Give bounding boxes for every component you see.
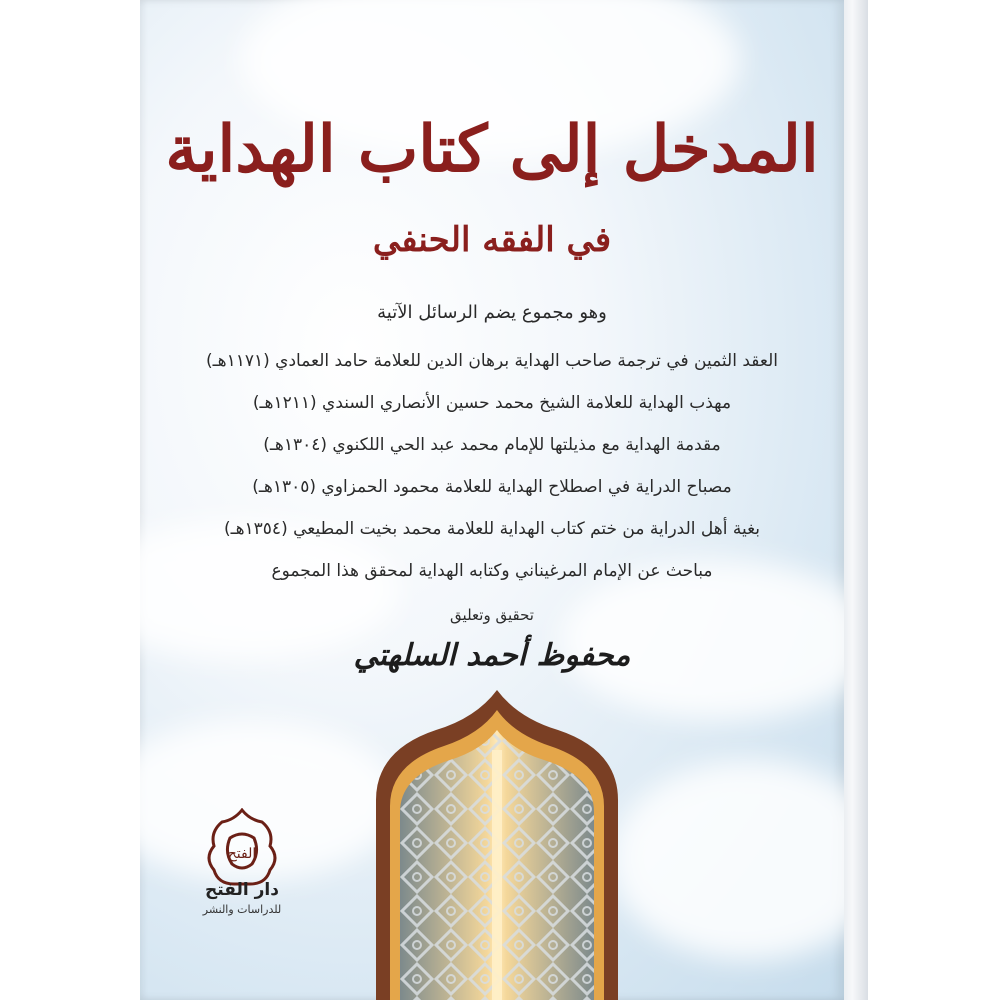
book-title: المدخل إلى كتاب الهداية bbox=[165, 112, 819, 187]
work-item: بغية أهل الدراية من ختم كتاب الهداية للعلامة محمد بخيت المطيعي (١٣٥٤هـ) bbox=[223, 519, 761, 539]
logo-text: الفتح bbox=[227, 846, 257, 862]
work-item: مقدمة الهداية مع مذيلتها للإمام محمد عبد الحي اللكنوي (١٣٠٤هـ) bbox=[263, 435, 721, 455]
cloud bbox=[610, 760, 844, 960]
editor-name: محفوظ أحمد السلهتي bbox=[353, 638, 631, 673]
work-item: مهذب الهداية للعلامة الشيخ محمد حسين الأنصاري السندي (١٢١١هـ) bbox=[252, 393, 732, 413]
work-item: مصباح الدراية في اصطلاح الهداية للعلامة محمود الحمزاوي (١٣٠٥هـ) bbox=[252, 477, 732, 497]
publisher-logo bbox=[200, 808, 284, 890]
collection-intro: وهو مجموع يضم الرسائل الآتية bbox=[377, 302, 607, 323]
editor-label: تحقيق وتعليق bbox=[450, 606, 534, 624]
works-list bbox=[180, 340, 804, 592]
book-cover bbox=[140, 0, 844, 1000]
book-subtitle: في الفقه الحنفي bbox=[372, 220, 612, 260]
work-item: مباحث عن الإمام المرغيناني وكتابه الهداية لمحقق هذا المجموع bbox=[271, 561, 713, 581]
work-item: العقد الثمين في ترجمة صاحب الهداية برهان الدين للعلامة حامد العمادي (١١٧١هـ) bbox=[206, 351, 778, 371]
publisher-tagline: للدراسات والنشر bbox=[202, 903, 282, 916]
publisher-name: دار الفتح bbox=[205, 880, 279, 900]
arched-door-illustration bbox=[366, 690, 628, 1000]
book-spine bbox=[842, 0, 868, 1000]
